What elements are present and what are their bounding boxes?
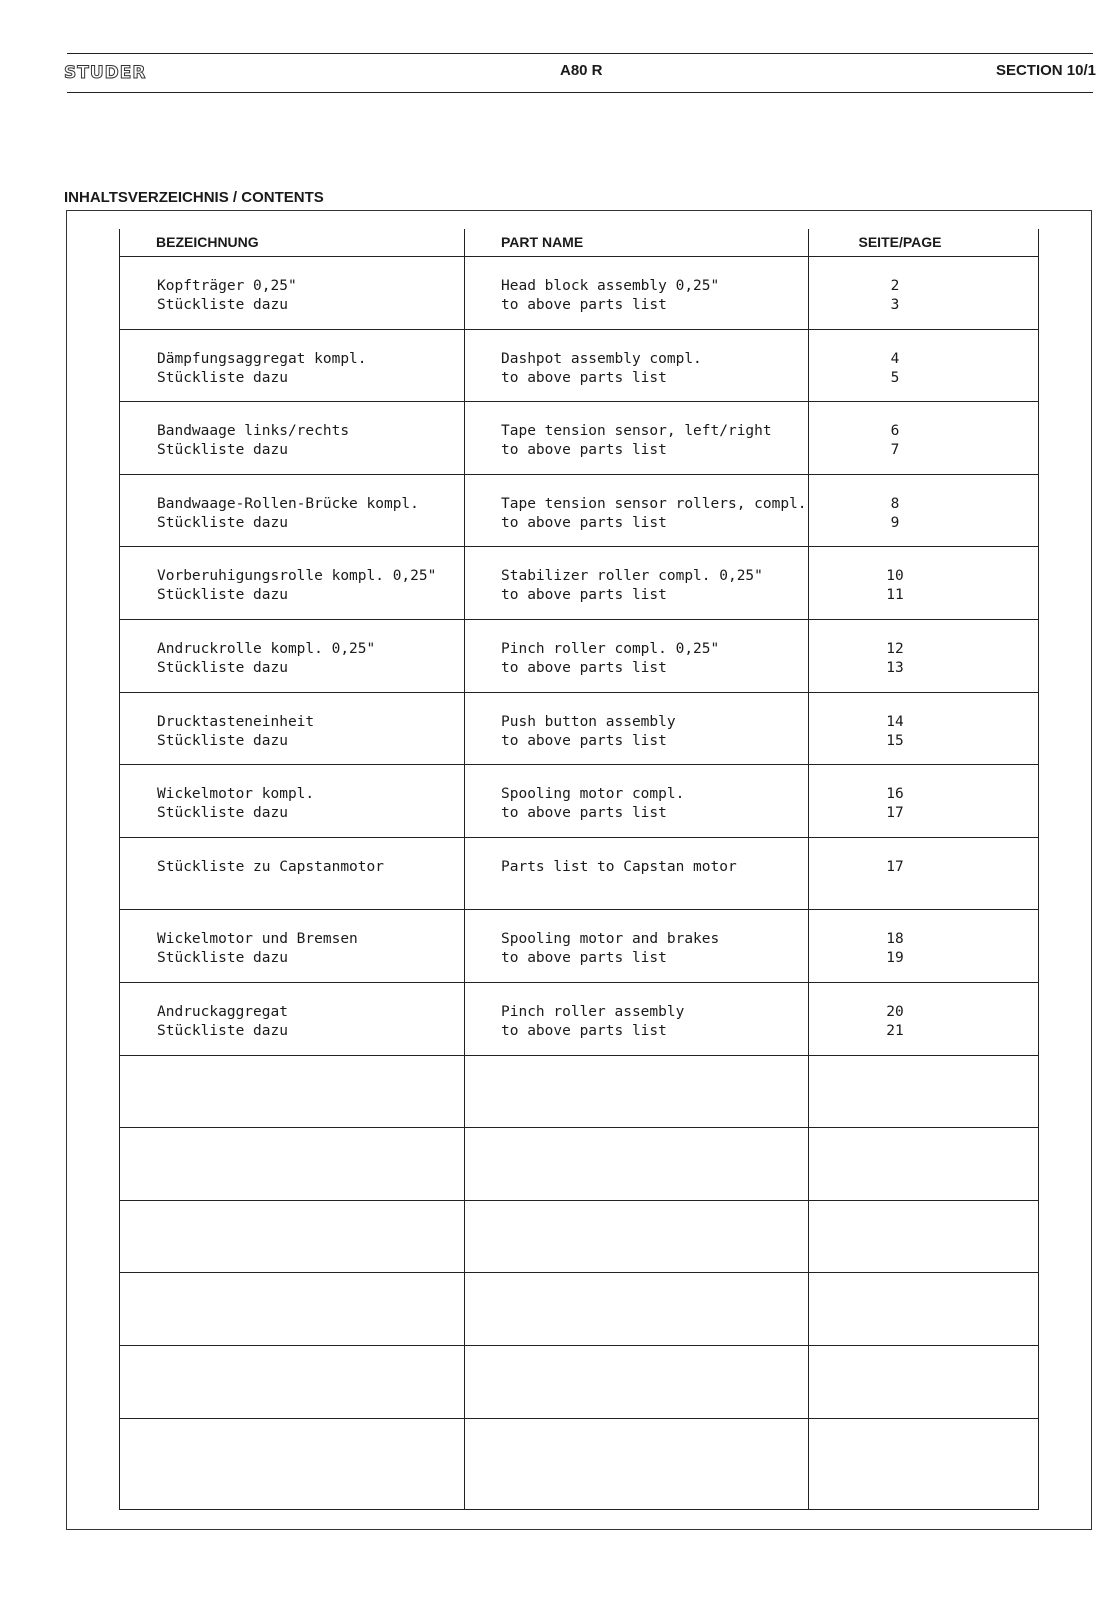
page-cell bbox=[820, 350, 970, 388]
part-name-cell-line: Head block assembly 0,25" bbox=[501, 278, 720, 294]
part-name-cell bbox=[501, 422, 772, 460]
page-cell bbox=[820, 1439, 970, 1477]
page-cell-line bbox=[820, 1095, 970, 1114]
page-cell bbox=[820, 1293, 970, 1331]
page-cell-line: 21 bbox=[886, 1023, 904, 1039]
designation-cell-line: Stückliste zu Capstanmotor bbox=[157, 858, 384, 875]
page-cell-line: 12 bbox=[886, 641, 904, 657]
part-name-cell bbox=[501, 640, 719, 678]
page-cell bbox=[820, 1076, 970, 1114]
table-row bbox=[120, 765, 1038, 838]
page-cell-line: 3 bbox=[890, 297, 900, 313]
designation-cell bbox=[157, 858, 384, 896]
page-cell bbox=[820, 1221, 970, 1259]
designation-cell bbox=[157, 713, 314, 751]
page-cell-line: 11 bbox=[886, 587, 904, 604]
part-name-cell bbox=[501, 350, 702, 388]
page-cell-line: 20 bbox=[886, 1004, 904, 1020]
designation-cell-line: Wickelmotor und Bremsen bbox=[157, 931, 358, 948]
part-name-cell-line: to above parts list bbox=[501, 514, 667, 531]
designation-cell bbox=[157, 930, 358, 968]
table-row bbox=[120, 1346, 1038, 1419]
part-name-cell-line: Pinch roller assembly bbox=[501, 1004, 685, 1020]
section-label: SECTION 10/1 bbox=[995, 62, 1096, 79]
part-name-cell-line: to above parts list bbox=[501, 732, 667, 749]
part-name-cell-line: to above parts list bbox=[501, 1023, 667, 1039]
designation-cell-line: Stückliste dazu bbox=[157, 732, 288, 749]
page-cell-line: 9 bbox=[890, 514, 900, 531]
table-row bbox=[120, 475, 1038, 548]
page-cell bbox=[820, 640, 970, 678]
designation-cell bbox=[157, 277, 297, 315]
part-name-cell-line: Tape tension sensor rollers, compl. bbox=[501, 495, 807, 512]
table-header bbox=[120, 229, 1038, 257]
designation-cell-line: Andruckaggregat bbox=[157, 1004, 288, 1020]
part-name-cell-line: to above parts list bbox=[501, 660, 667, 676]
part-name-cell-line: Tape tension sensor, left/right bbox=[501, 423, 772, 440]
table-row bbox=[120, 838, 1038, 911]
contents-table bbox=[119, 229, 1039, 1510]
part-name-cell-line: Pinch roller compl. 0,25" bbox=[501, 641, 720, 657]
designation-cell-line: Stückliste dazu bbox=[157, 369, 288, 386]
column-header-bezeichnung: BEZEICHNUNG bbox=[156, 234, 259, 250]
part-name-cell bbox=[501, 495, 807, 533]
part-name-cell-line: to above parts list bbox=[501, 442, 667, 459]
designation-cell bbox=[157, 567, 436, 605]
page-cell bbox=[820, 713, 970, 751]
table-row bbox=[120, 547, 1038, 620]
page-cell-line: 7 bbox=[890, 442, 900, 459]
part-name-cell-line: to above parts list bbox=[501, 805, 667, 822]
designation-cell-line: Dämpfungsaggregat kompl. bbox=[157, 350, 367, 367]
table-row bbox=[120, 1128, 1038, 1201]
table-row bbox=[120, 1273, 1038, 1346]
page-cell bbox=[820, 495, 970, 533]
page-cell-line: 17 bbox=[886, 858, 904, 875]
page-cell-line bbox=[820, 1439, 970, 1458]
contents-title: INHALTSVERZEICHNIS / CONTENTS bbox=[64, 189, 324, 206]
part-name-cell bbox=[501, 930, 719, 968]
part-name-cell bbox=[501, 713, 676, 751]
designation-cell-line bbox=[157, 877, 384, 896]
table-row bbox=[120, 693, 1038, 766]
part-name-cell-line bbox=[501, 877, 737, 896]
page-cell-line: 18 bbox=[886, 931, 904, 948]
page-cell-line: 2 bbox=[890, 278, 900, 294]
designation-cell bbox=[157, 640, 375, 678]
designation-cell-line: Vorberuhigungsrolle kompl. 0,25" bbox=[157, 568, 437, 585]
page-cell-line bbox=[820, 1240, 970, 1259]
part-name-cell-line: to above parts list bbox=[501, 297, 667, 313]
page-cell-line: 13 bbox=[886, 660, 904, 676]
column-header-part-name: PART NAME bbox=[501, 234, 584, 250]
page-cell bbox=[820, 858, 970, 896]
part-name-cell-line: Parts list to Capstan motor bbox=[501, 858, 737, 875]
page-cell bbox=[820, 1148, 970, 1186]
page-cell bbox=[820, 277, 970, 315]
part-name-cell-line: to above parts list bbox=[501, 369, 667, 386]
page-cell-line: 16 bbox=[886, 786, 904, 803]
page-cell-line bbox=[820, 1366, 970, 1385]
part-name-cell-line: Push button assembly bbox=[501, 713, 676, 730]
designation-cell-line: Stückliste dazu bbox=[157, 1023, 288, 1039]
part-name-cell-line: Spooling motor compl. bbox=[501, 786, 685, 803]
model-label: A80 R bbox=[560, 62, 603, 79]
designation-cell bbox=[157, 350, 367, 388]
header-bottom-rule bbox=[67, 92, 1093, 93]
page-cell bbox=[820, 1003, 970, 1041]
part-name-cell bbox=[501, 785, 684, 823]
part-name-cell-line: to above parts list bbox=[501, 587, 667, 604]
page-cell-line bbox=[820, 1167, 970, 1186]
page-cell-line bbox=[820, 1458, 970, 1477]
page-cell-line: 8 bbox=[890, 495, 900, 512]
part-name-cell bbox=[501, 277, 719, 315]
designation-cell bbox=[157, 785, 314, 823]
designation-cell-line: Wickelmotor kompl. bbox=[157, 786, 315, 803]
page-cell bbox=[820, 785, 970, 823]
table-row bbox=[120, 1056, 1038, 1129]
designation-cell-line: Stückliste dazu bbox=[157, 297, 288, 313]
table-row bbox=[120, 330, 1038, 403]
page-cell-line: 5 bbox=[890, 369, 900, 386]
page-cell-line: 6 bbox=[890, 423, 900, 440]
designation-cell bbox=[157, 422, 349, 460]
table-row bbox=[120, 1419, 1038, 1492]
page-cell-line bbox=[820, 1312, 970, 1331]
page-cell bbox=[820, 1366, 970, 1404]
part-name-cell-line: Dashpot assembly compl. bbox=[501, 350, 702, 367]
page-cell-line bbox=[820, 1076, 970, 1095]
designation-cell-line: Stückliste dazu bbox=[157, 950, 288, 967]
designation-cell bbox=[157, 1003, 288, 1041]
part-name-cell-line: Stabilizer roller compl. 0,25" bbox=[501, 568, 763, 585]
page-cell-line: 17 bbox=[886, 805, 904, 822]
designation-cell-line: Stückliste dazu bbox=[157, 514, 288, 531]
designation-cell-line: Bandwaage links/rechts bbox=[157, 423, 350, 440]
page-cell-line bbox=[820, 877, 970, 896]
page-cell-line bbox=[820, 1221, 970, 1240]
designation-cell bbox=[157, 495, 419, 533]
table-row bbox=[120, 257, 1038, 330]
part-name-cell-line: to above parts list bbox=[501, 950, 667, 967]
column-header-page: SEITE/PAGE bbox=[858, 234, 942, 250]
page-cell-line bbox=[820, 1148, 970, 1167]
designation-cell-line: Drucktasteneinheit bbox=[157, 713, 315, 730]
part-name-cell-line: Spooling motor and brakes bbox=[501, 931, 720, 948]
page-cell-line: 10 bbox=[886, 568, 904, 585]
table-row bbox=[120, 910, 1038, 983]
page-cell-line: 19 bbox=[886, 950, 904, 967]
page-cell-line bbox=[820, 1385, 970, 1404]
part-name-cell bbox=[501, 858, 737, 896]
table-row bbox=[120, 1201, 1038, 1274]
designation-cell-line: Stückliste dazu bbox=[157, 660, 288, 676]
designation-cell-line: Kopfträger 0,25" bbox=[157, 278, 297, 294]
page-cell bbox=[820, 422, 970, 460]
header-top-rule bbox=[67, 53, 1093, 54]
designation-cell-line: Andruckrolle kompl. 0,25" bbox=[157, 641, 376, 657]
page-cell-line: 4 bbox=[890, 350, 900, 367]
table-row bbox=[120, 402, 1038, 475]
part-name-cell bbox=[501, 1003, 684, 1041]
part-name-cell bbox=[501, 567, 763, 605]
designation-cell-line: Bandwaage-Rollen-Brücke kompl. bbox=[157, 495, 419, 512]
designation-cell-line: Stückliste dazu bbox=[157, 442, 288, 459]
page-cell-line: 14 bbox=[886, 713, 904, 730]
table-row bbox=[120, 983, 1038, 1056]
studer-logo: STUDER bbox=[64, 63, 147, 83]
page-cell bbox=[820, 567, 970, 605]
page-cell-line bbox=[820, 1293, 970, 1312]
table-row bbox=[120, 620, 1038, 693]
designation-cell-line: Stückliste dazu bbox=[157, 587, 288, 604]
page-cell-line: 15 bbox=[886, 732, 904, 749]
page-cell bbox=[820, 930, 970, 968]
designation-cell-line: Stückliste dazu bbox=[157, 805, 288, 822]
